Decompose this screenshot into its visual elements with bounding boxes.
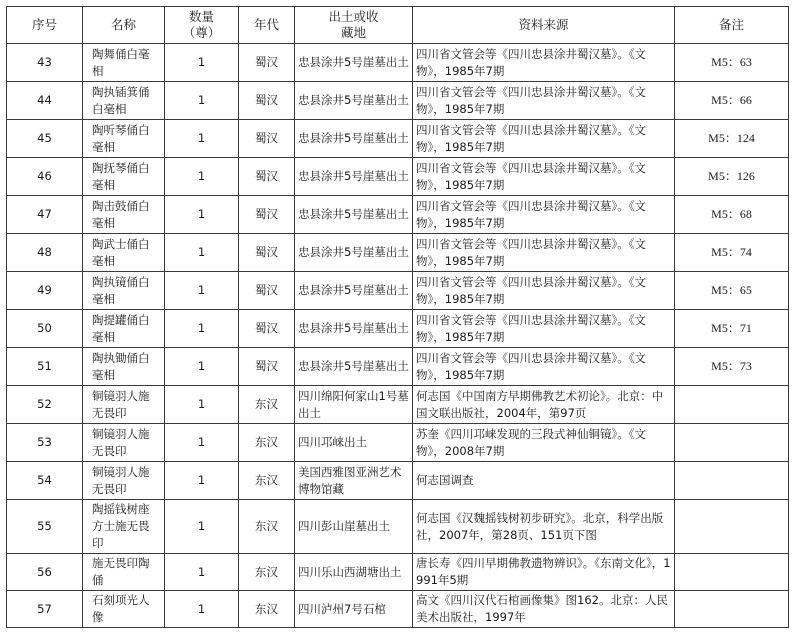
cell-place [295,348,413,386]
cell-place-text: 忠县涂井5号崖墓出土 [298,321,409,335]
cell-seq [7,554,83,591]
cell-era-text: 东汉 [255,601,278,616]
table-row [7,234,789,272]
cell-qty [165,554,239,591]
cell-place-text: 忠县涂井5号崖墓出土 [298,359,409,373]
cell-note [675,386,789,424]
cell-note-text: M5：68 [711,207,752,221]
cell-name [83,462,165,500]
cell-place [295,120,413,158]
cell-seq [7,462,83,500]
cell-qty [165,462,239,500]
cell-qty-text: 1 [197,283,206,297]
cell-era [239,348,295,386]
cell-era [239,554,295,591]
cell-source-text: 苏奎《四川邛崃发现的三段式神仙铜镜》。《文物》，2008年7期 [416,426,646,458]
cell-era-text: 蜀汉 [255,321,278,335]
table-row [7,554,789,591]
cell-era-text: 蜀汉 [255,283,278,297]
cell-qty-text: 1 [197,245,206,259]
cell-name [83,591,165,628]
cell-era-text: 东汉 [255,564,278,579]
header-qty [165,7,239,44]
header-place [295,7,413,44]
cell-source [413,424,675,462]
table-body [7,44,789,628]
table-row [7,196,789,234]
cell-name [83,310,165,348]
cell-era-text: 东汉 [255,397,278,411]
cell-era-text: 东汉 [255,435,278,449]
cell-name [83,234,165,272]
cell-place [295,591,413,628]
cell-name-text: 陶执镜俑白毫相 [92,274,150,306]
cell-source [413,82,675,120]
cell-note-text: M5：74 [711,245,752,259]
cell-source-text: 四川省文管会等《四川忠县涂井蜀汉墓》。《文物》，1985年7期 [416,84,646,116]
cell-seq [7,158,83,196]
cell-seq [7,82,83,120]
cell-name-text: 陶抚琴俑白毫相 [92,160,150,192]
cell-source-text: 四川省文管会等《四川忠县涂井蜀汉墓》。《文物》，1985年7期 [416,312,646,344]
cell-note-text: M5：126 [708,169,755,183]
data-table-container [6,6,788,628]
cell-name-text: 陶执锸箕俑白毫相 [92,84,150,116]
cell-seq-text: 48 [37,245,52,259]
cell-qty-text: 1 [197,207,206,221]
cell-era [239,158,295,196]
table-row [7,348,789,386]
cell-qty-text: 1 [197,435,206,449]
cell-note [675,272,789,310]
cell-seq [7,591,83,628]
cell-seq [7,196,83,234]
cell-qty-text: 1 [197,55,206,69]
cell-place [295,386,413,424]
cell-note [675,82,789,120]
cell-source [413,554,675,591]
cell-name-text: 陶摇钱树座方士施无畏印 [92,502,150,550]
cell-name-text: 铜镜羽人施无畏印 [92,464,150,496]
cell-era-text: 蜀汉 [255,55,278,69]
cell-seq-text: 56 [37,564,52,579]
cell-place [295,500,413,554]
cell-qty [165,158,239,196]
cell-qty-text: 1 [197,321,206,335]
cell-place [295,44,413,82]
table-row [7,591,789,628]
cell-source-text: 何志国《中国南方早期佛教艺术初论》。北京：中国文联出版社，2004年，第97页 [416,388,664,420]
cell-name [83,500,165,554]
cell-name [83,82,165,120]
cell-note [675,310,789,348]
cell-seq-text: 52 [37,397,52,411]
cell-name [83,44,165,82]
cell-era-text: 蜀汉 [255,131,278,145]
cell-note [675,196,789,234]
table-row [7,386,789,424]
cell-source [413,120,675,158]
table-row [7,272,789,310]
cell-seq [7,424,83,462]
cell-place [295,424,413,462]
cell-name-text: 铜镜羽人施无畏印 [92,426,150,458]
cell-note-text: M5：65 [711,283,752,297]
cell-era [239,424,295,462]
cell-seq [7,348,83,386]
artifact-table [6,6,789,628]
header-era: 年代 [239,7,295,44]
cell-place-text: 四川邛崃出土 [298,435,367,449]
cell-place [295,272,413,310]
cell-name-text: 陶执锄俑白毫相 [92,350,150,382]
cell-source [413,158,675,196]
cell-note [675,120,789,158]
cell-note [675,591,789,628]
cell-source-text: 四川省文管会等《四川忠县涂井蜀汉墓》。《文物》，1985年7期 [416,350,646,382]
cell-era [239,272,295,310]
cell-source [413,462,675,500]
cell-source-text: 何志国《汉魏摇钱树初步研究》。北京，科学出版社，2007年，第28页、151页下图 [416,510,664,542]
cell-note [675,158,789,196]
cell-source [413,310,675,348]
cell-seq-text: 55 [37,519,52,533]
cell-place-text: 四川乐山西湖塘出土 [298,564,402,579]
cell-seq [7,500,83,554]
cell-era-text: 东汉 [255,473,278,487]
cell-source [413,234,675,272]
table-row [7,462,789,500]
cell-place [295,196,413,234]
cell-seq-text: 47 [37,207,52,221]
cell-qty-text: 1 [197,601,206,616]
cell-name-text: 陶武士俑白毫相 [92,236,150,268]
cell-source-text: 何志国调查 [416,473,474,487]
cell-place [295,554,413,591]
cell-qty [165,44,239,82]
cell-note [675,500,789,554]
cell-source [413,348,675,386]
cell-place [295,310,413,348]
cell-place-text: 忠县涂井5号崖墓出土 [298,169,409,183]
cell-seq-text: 46 [37,169,52,183]
cell-seq [7,234,83,272]
cell-name-text: 石刻项光人像 [92,593,150,624]
table-header-row [7,7,789,44]
cell-source-text: 唐长寿《四川早期佛教遗物辨识》。《东南文化》，1991年5期 [416,556,671,587]
header-note: 备注 [675,7,789,44]
table-row [7,158,789,196]
cell-name-text: 施无畏印陶俑 [92,556,150,587]
cell-seq-text: 57 [37,601,52,616]
cell-source [413,196,675,234]
cell-name [83,386,165,424]
cell-place [295,462,413,500]
cell-name [83,196,165,234]
cell-note [675,554,789,591]
cell-place-text: 忠县涂井5号崖墓出土 [298,131,409,145]
cell-name-text: 陶击鼓俑白毫相 [92,198,150,230]
cell-source [413,591,675,628]
cell-name-text: 陶舞俑白毫相 [92,46,150,78]
cell-place [295,82,413,120]
cell-name [83,272,165,310]
cell-qty [165,120,239,158]
cell-source-text: 四川省文管会等《四川忠县涂井蜀汉墓》。《文物》，1985年7期 [416,198,646,230]
cell-source-text: 四川省文管会等《四川忠县涂井蜀汉墓》。《文物》，1985年7期 [416,160,646,192]
cell-place-text: 美国西雅图亚洲艺术博物馆藏 [298,464,402,496]
cell-place [295,158,413,196]
cell-qty-text: 1 [197,473,206,487]
cell-note [675,462,789,500]
cell-era-text: 东汉 [255,519,278,533]
cell-qty [165,272,239,310]
cell-era-text: 蜀汉 [255,245,278,259]
cell-source [413,44,675,82]
table-row [7,120,789,158]
cell-note-text: M5：73 [711,359,752,373]
cell-source [413,500,675,554]
cell-era-text: 蜀汉 [255,169,278,183]
cell-seq-text: 49 [37,283,52,297]
cell-era [239,462,295,500]
cell-era [239,44,295,82]
cell-place-text: 忠县涂井5号崖墓出土 [298,245,409,259]
cell-name-text: 陶听琴俑白毫相 [92,122,150,154]
cell-era [239,591,295,628]
cell-place-text: 四川绵阳何家山1号墓出土 [298,388,409,420]
cell-era [239,500,295,554]
cell-name [83,120,165,158]
cell-source-text: 四川省文管会等《四川忠县涂井蜀汉墓》。《文物》，1985年7期 [416,122,646,154]
cell-qty [165,310,239,348]
cell-name-text: 铜镜羽人施无畏印 [92,388,150,420]
cell-name-text: 陶提罐俑白毫相 [92,312,150,344]
cell-era-text: 蜀汉 [255,359,278,373]
cell-qty-text: 1 [197,169,206,183]
header-qty-label: 数量（尊） [182,9,221,40]
cell-name [83,158,165,196]
cell-note [675,424,789,462]
header-source: 资料来源 [413,7,675,44]
table-row [7,310,789,348]
cell-qty [165,348,239,386]
cell-qty [165,424,239,462]
cell-era-text: 蜀汉 [255,207,278,221]
cell-qty-text: 1 [197,564,206,579]
cell-era [239,310,295,348]
cell-seq-text: 51 [37,359,52,373]
cell-source-text: 四川省文管会等《四川忠县涂井蜀汉墓》。《文物》，1985年7期 [416,274,646,306]
cell-qty [165,82,239,120]
cell-qty-text: 1 [197,519,206,533]
cell-era [239,82,295,120]
cell-place-text: 忠县涂井5号崖墓出土 [298,55,409,69]
cell-qty-text: 1 [197,93,206,107]
cell-note [675,234,789,272]
cell-source-text: 高文《四川汉代石棺画像集》图162。北京：人民美术出版社，1997年 [416,593,668,624]
cell-qty [165,234,239,272]
table-row [7,44,789,82]
cell-qty-text: 1 [197,397,206,411]
cell-source-text: 四川省文管会等《四川忠县涂井蜀汉墓》。《文物》，1985年7期 [416,236,646,268]
cell-seq [7,386,83,424]
cell-qty [165,591,239,628]
cell-qty-text: 1 [197,131,206,145]
cell-seq [7,310,83,348]
cell-qty-text: 1 [197,359,206,373]
cell-source [413,386,675,424]
cell-era [239,120,295,158]
header-place-label: 出土或收藏地 [328,9,379,40]
table-row [7,500,789,554]
cell-seq-text: 44 [37,93,52,107]
cell-qty [165,500,239,554]
cell-seq-text: 53 [37,435,52,449]
cell-seq [7,272,83,310]
cell-seq-text: 54 [37,473,52,487]
cell-era-text: 蜀汉 [255,93,278,107]
cell-place-text: 忠县涂井5号崖墓出土 [298,283,409,297]
cell-note [675,44,789,82]
cell-source [413,272,675,310]
cell-era [239,386,295,424]
cell-qty [165,386,239,424]
cell-seq-text: 43 [37,55,52,69]
cell-name [83,424,165,462]
table-row [7,424,789,462]
cell-place-text: 四川彭山崖墓出土 [298,519,390,533]
cell-seq-text: 45 [37,131,52,145]
header-name: 名称 [83,7,165,44]
cell-qty [165,196,239,234]
cell-note-text: M5：71 [711,321,752,335]
cell-seq [7,44,83,82]
cell-seq-text: 50 [37,321,52,335]
cell-note-text: M5：66 [711,93,752,107]
cell-seq [7,120,83,158]
cell-name [83,554,165,591]
cell-note [675,348,789,386]
cell-source-text: 四川省文管会等《四川忠县涂井蜀汉墓》。《文物》，1985年7期 [416,46,646,78]
table-row [7,82,789,120]
cell-note-text: M5：124 [708,131,755,145]
cell-note-text: M5：63 [711,55,752,69]
cell-place-text: 忠县涂井5号崖墓出土 [298,207,409,221]
cell-era [239,196,295,234]
cell-place-text: 四川泸州7号石棺 [298,601,386,616]
header-seq: 序号 [7,7,83,44]
cell-place [295,234,413,272]
cell-place-text: 忠县涂井5号崖墓出土 [298,93,409,107]
cell-era [239,234,295,272]
cell-name [83,348,165,386]
